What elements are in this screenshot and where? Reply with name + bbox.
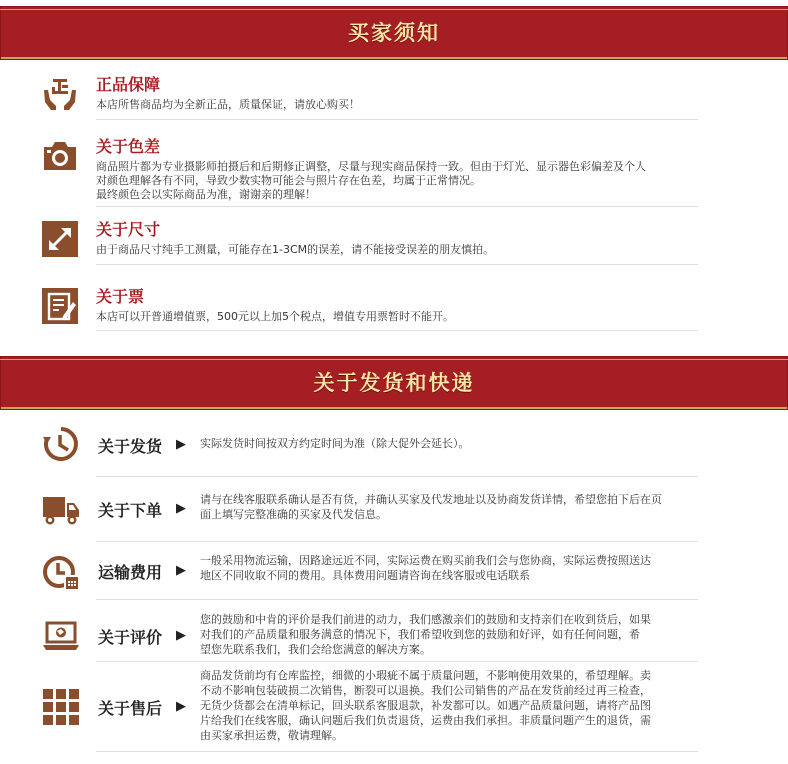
- arrow-right-icon: ▶: [176, 501, 186, 516]
- arrow-right-icon: ▶: [176, 437, 186, 452]
- notice-text: 由于商品尺寸纯手工测量，可能存在1-3CM的误差，请不能接受误差的朋友慎拍。: [96, 243, 495, 256]
- notice-title: 关于尺寸: [96, 220, 161, 239]
- grid-icon: [42, 688, 80, 726]
- notice-line: 最终颜色会以实际商品为准，谢谢亲的理解！: [96, 188, 316, 201]
- divider: [96, 330, 698, 331]
- notice-text: [96, 160, 700, 202]
- camera-icon: [42, 138, 78, 174]
- shipping-line: 望您先联系我们，我们会给您满意的解决方案。: [200, 643, 431, 656]
- shipping-line: 片给我们在线客服，确认问题后我们负责退货，运费由我们承担。非质量问题产生的退货，需: [200, 714, 651, 727]
- shipping-title: 关于售后: [98, 699, 163, 718]
- shipping-line: 您的鼓励和中肯的评价是我们前进的动力，我们感激亲们的鼓励和支持亲们在收到货后，如果: [200, 613, 651, 626]
- arrow-right-icon: ▶: [176, 699, 186, 714]
- shipping-line: 地区不同收取不同的费用。具体费用问题请咨询在线客服或电话联系: [200, 569, 530, 582]
- shipping-line: 实际发货时间按双方约定时间为准（除大促外会延长）。: [200, 437, 470, 450]
- banner-title: 关于发货和快递: [313, 371, 475, 395]
- clock-calendar-icon: [42, 553, 80, 591]
- section-banner-buyer-notice: [0, 6, 788, 60]
- shipping-text: [200, 436, 696, 451]
- shipping-text: [200, 492, 696, 522]
- shipping-title: 关于发货: [98, 437, 163, 456]
- shipping-line: 商品发货前均有仓库监控，细微的小瑕疵不属于质量问题，不影响使用效果的，希望理解。卖: [200, 669, 651, 682]
- shipping-line: 无货少货都会在清单标记，回头联系客服退款，补发都可以。如遇产品质量问题，请将产品图: [200, 699, 651, 712]
- invoice-icon: [42, 288, 78, 324]
- shipping-title: 关于下单: [98, 501, 163, 520]
- notice-text: 本店可以开普通增值票，500元以上加5个税点，增值专用票暂时不能开。: [96, 310, 454, 323]
- laptop-icon: [42, 617, 80, 655]
- divider: [96, 119, 698, 120]
- shipping-text: [200, 553, 696, 583]
- shipping-line: 不动不影响包装破损二次销售，断裂可以退换。我们公司销售的产品在发货前经过再三检查，: [200, 684, 651, 697]
- divider: [96, 476, 698, 477]
- shipping-line: 请与在线客服联系确认是否有货，并确认买家及代发地址以及协商发货详情，希望您拍下后在页: [200, 493, 662, 506]
- hands-genuine-icon: [42, 76, 78, 112]
- shipping-title: 关于评价: [98, 628, 163, 647]
- shipping-line: 由买家承担运费，敬请理解。: [200, 729, 343, 742]
- divider: [96, 751, 698, 752]
- shipping-text: [200, 612, 696, 657]
- divider: [96, 206, 698, 207]
- shipping-text: [200, 668, 696, 743]
- divider: [96, 264, 698, 265]
- notice-title: 正品保障: [96, 75, 161, 94]
- notice-line: 对颜色理解各有不同，导致少数实物可能会与照片存在色差，均属于正常情况。: [96, 174, 481, 187]
- section-banner-shipping: [0, 356, 788, 410]
- divider: [96, 661, 698, 662]
- notice-title: 关于色差: [96, 137, 161, 156]
- notice-text: 本店所售商品均为全新正品，质量保证，请放心购买！: [96, 98, 360, 111]
- shipping-line: 一般采用物流运输，因路途远近不同，实际运费在购买前我们会与您协商，实际运费按照送达: [200, 554, 651, 567]
- shipping-line: 对我们的产品质量和服务满意的情况下，我们希望收到您的鼓励和好评，如有任何问题，希: [200, 628, 640, 641]
- arrow-right-icon: ▶: [176, 628, 186, 643]
- divider: [96, 599, 698, 600]
- arrow-right-icon: ▶: [176, 563, 186, 578]
- notice-title: 关于票: [96, 287, 145, 306]
- banner-title: 买家须知: [348, 21, 440, 45]
- notice-line: 商品照片都为专业摄影师拍摄后和后期修正调整，尽量与现实商品保持一致。但由于灯光、显示器色彩偏差及个人: [96, 160, 646, 173]
- divider: [96, 541, 698, 542]
- shipping-line: 面上填写完整准确的买家及代发信息。: [200, 508, 387, 521]
- truck-icon: [42, 491, 80, 529]
- resize-arrow-icon: [42, 221, 78, 257]
- shipping-title: 运输费用: [98, 563, 163, 582]
- clock-icon: [42, 425, 80, 463]
